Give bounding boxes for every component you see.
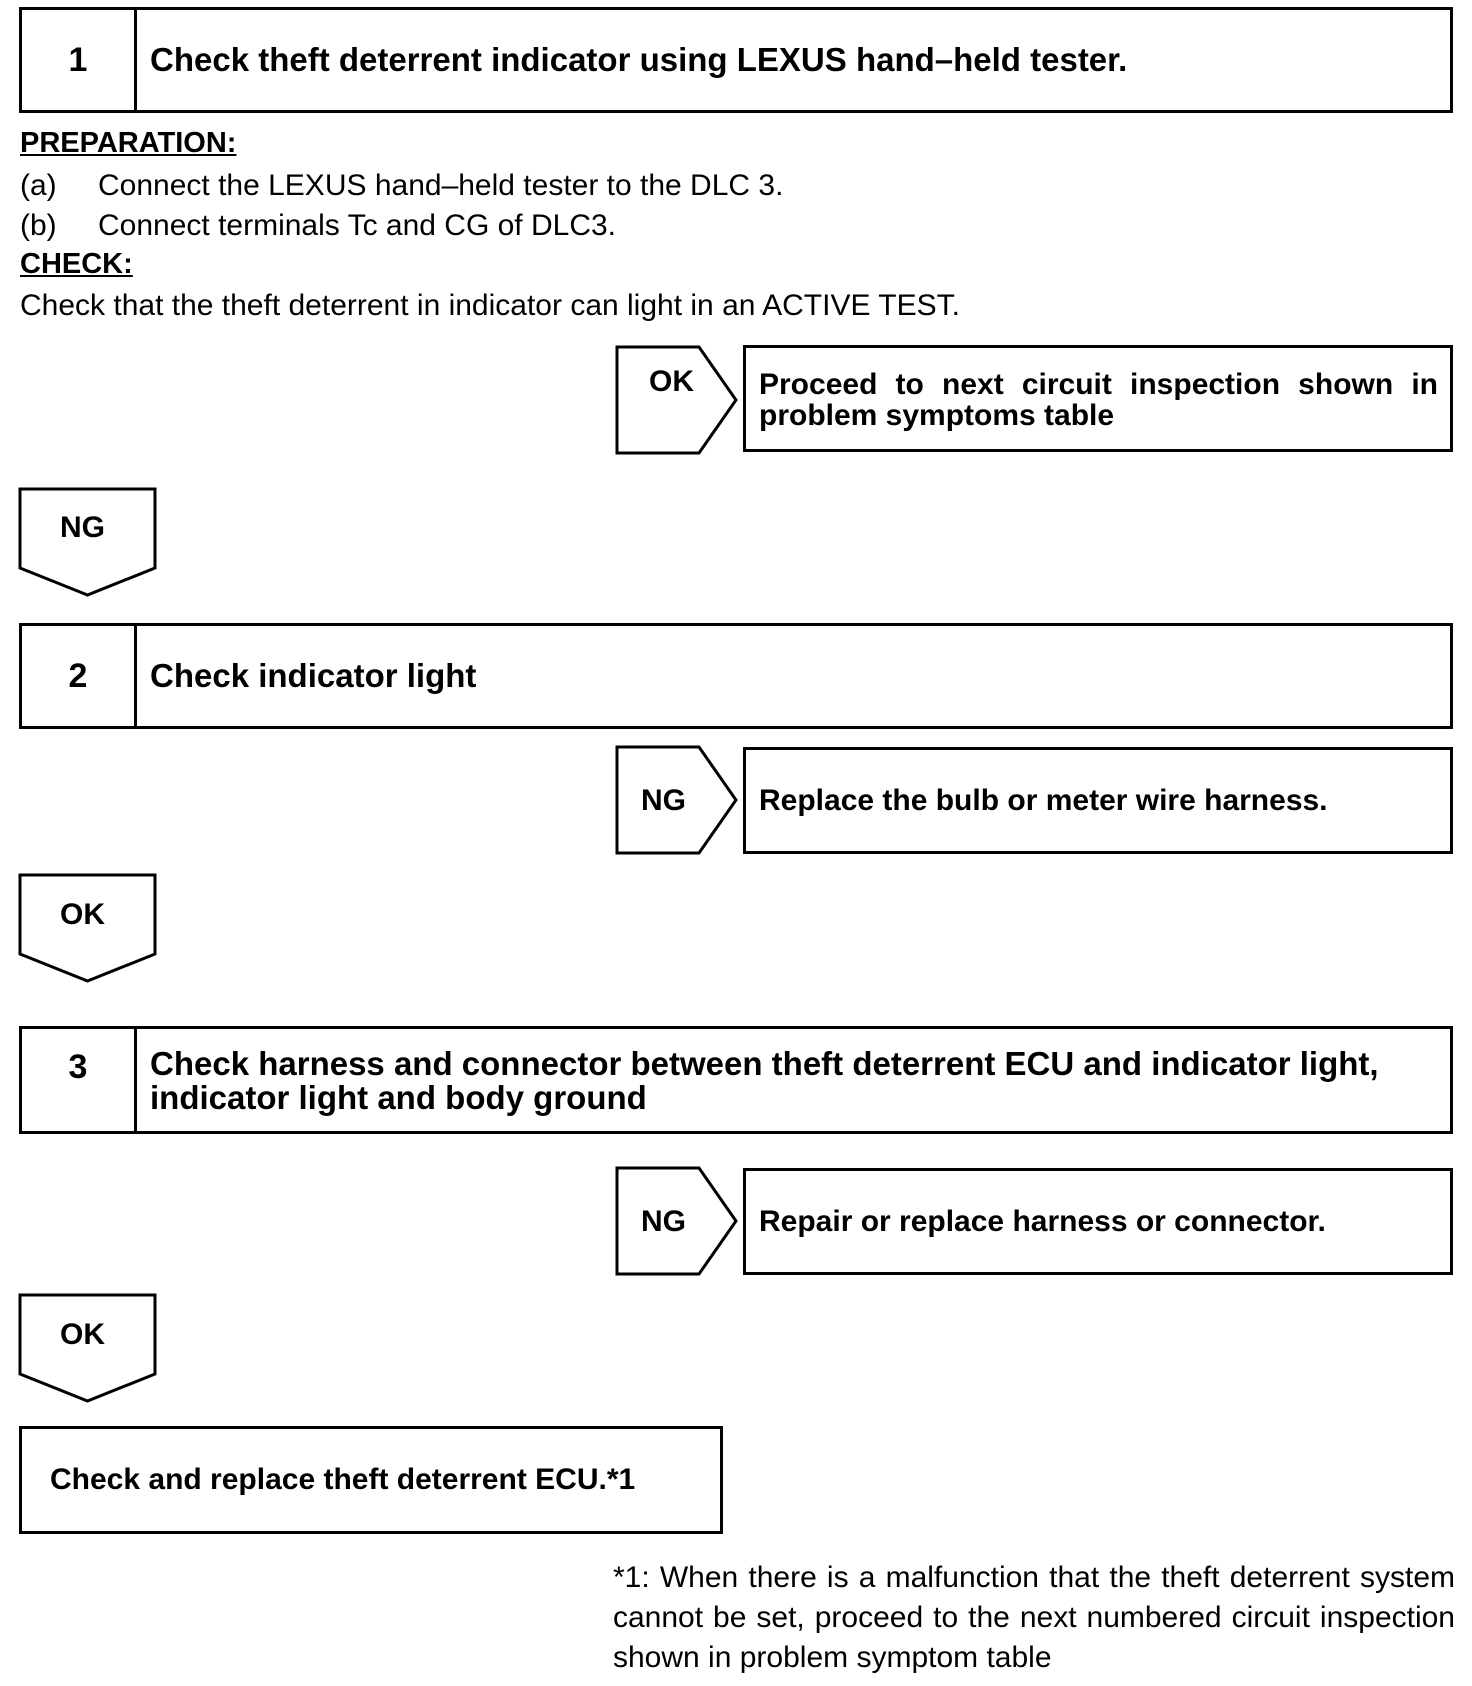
result-box-replace-bulb: Replace the bulb or meter wire harness. (743, 747, 1453, 854)
step-number: 1 (22, 10, 137, 110)
step-3-box (19, 1026, 1453, 1134)
footnote: *1: When there is a malfunction that the theft deterrent system cannot be set, proceed to the next numbered circuit inspection shown in problem symptom table (613, 1561, 1455, 1674)
result-label-ng: NG (641, 1205, 686, 1238)
item-marker: (a) (20, 169, 57, 202)
item-marker: (b) (20, 209, 57, 242)
step-title: Check indicator light (150, 657, 477, 694)
flow-label-ok: OK (60, 898, 105, 931)
result-box-proceed: Proceed to next circuit inspection shown in problem symptoms table (743, 345, 1453, 452)
preparation-item-b-text: Connect terminals Tc and CG of DLC3. (98, 209, 617, 242)
step-title: Check harness and connector between theft deterrent ECU and indicator light, indicator light and body ground (150, 1045, 1379, 1116)
preparation-item-b (20, 206, 57, 246)
check-text: Check that the theft deterrent in indicator can light in an ACTIVE TEST. (20, 289, 960, 322)
step-number: 3 (22, 1029, 137, 1131)
arrow-right-icon (615, 345, 739, 455)
result-box-repair-harness: Repair or replace harness or connector. (743, 1168, 1453, 1275)
result-label-ok: OK (649, 365, 694, 398)
step-title: Check theft deterrent indicator using LEXUS hand–held tester. (150, 41, 1128, 78)
result-label-ng: NG (641, 784, 686, 817)
preparation-heading: PREPARATION: (20, 127, 237, 159)
check-heading: CHECK: (20, 248, 133, 280)
step-1-box (19, 7, 1453, 113)
step-2-box (19, 623, 1453, 729)
preparation-item-a (20, 166, 57, 206)
preparation-item-a-text: Connect the LEXUS hand–held tester to the DLC 3. (98, 169, 784, 202)
final-action-box: Check and replace theft deterrent ECU.*1 (19, 1426, 723, 1534)
step-number: 2 (22, 626, 137, 726)
flow-label-ok: OK (60, 1318, 105, 1351)
flow-label-ng: NG (60, 511, 105, 544)
